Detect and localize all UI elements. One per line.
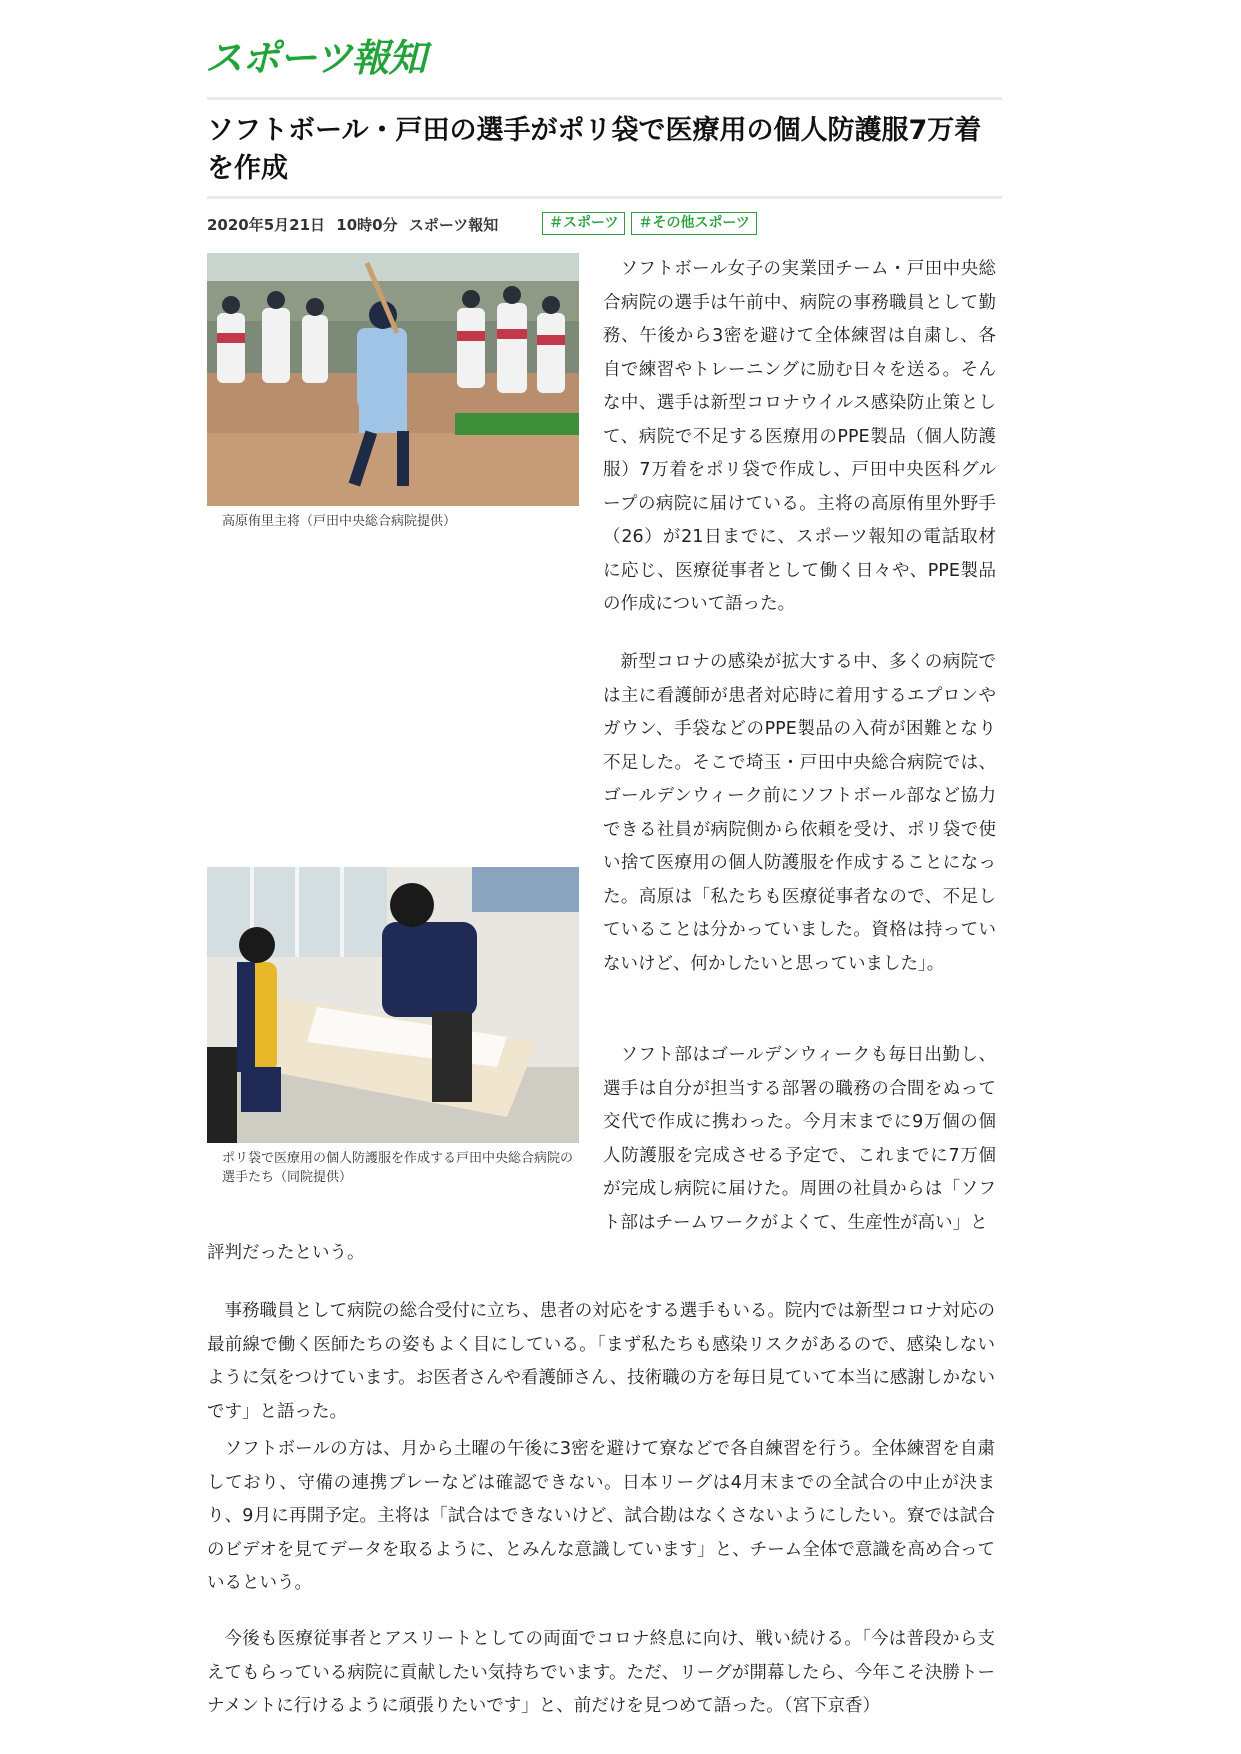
batter-photo xyxy=(207,253,579,506)
paragraph-1: ソフトボール女子の実業団チーム・戸田中央総合病院の選手は午前中、病院の事務職員として勤務、午後から3密を避けて全体練習は自粛し、各自で練習やトレーニングに励む日々を送る。そんな中、選手は新型コロナウイルス感染防止策として、病院で不足する医療用のPPE製品（個人防護服）7万着をポリ袋で作成し、戸田中央医科グループの病院に届けている。主将の高原侑里外野手（26）が21日までに、スポーツ報知の電話取材に応じ、医療従事者として働く日々や、PPE製品の作成について語った。 xyxy=(603,259,996,614)
paragraph-6: 今後も医療従事者とアスリートとしての両面でコロナ終息に向け、戦い続ける。「今は普段から支えてもらっている病院に貢献したい気持ちでいます。ただ、リーグが開幕したら、今年こそ決勝トーナメントに行けるように頑張りたいです」と、前だけを見つめて語った。（宮下京香） xyxy=(207,1629,995,1716)
gown-making-photo xyxy=(207,867,579,1143)
paragraph-5: ソフトボールの方は、月から土曜の午後に3密を避けて寮などで各自練習を行う。全体練習を自粛しており、守備の連携プレーなどは確認できない。日本リーグは4月末までの全試合の中止が決まり、9月に再開予定。主将は「試合はできないけど、試合勘はなくさないようにしたい。寮では試合のビデオを見てデータを取るように、とみんな意識しています」と、チーム全体で意識を高め合っているという。 xyxy=(207,1439,995,1593)
article-meta xyxy=(207,214,504,236)
paragraph-2: 新型コロナの感染が拡大する中、多くの病院では主に看護師が患者対応時に着用するエプロンやガウン、手袋などのPPE製品の入荷が困難となり不足した。そこで埼玉・戸田中央総合病院では、ゴールデンウィーク前にソフトボール部など協力できる社員が病院側から依頼を受け、ポリ袋で使い捨て医療用の個人防護服を作成することになった。高原は「私たちも医療従事者なので、不足していることは分かっていました。資格は持っていないけど、何かしたいと思っていました」。 xyxy=(603,652,996,974)
gown-making-photo-image xyxy=(207,867,579,1143)
site-logo[interactable]: スポーツ報知 xyxy=(205,36,426,80)
tag-sports[interactable]: ＃スポーツ xyxy=(542,212,625,235)
article-time: 10時0分 xyxy=(336,216,398,234)
photo-caption-1: 高原侑里主将（戸田中央総合病院提供） xyxy=(222,514,457,529)
tag-other-sports[interactable]: ＃その他スポーツ xyxy=(631,212,756,235)
paragraph-3-continued: 評判だったという。 xyxy=(207,1243,365,1263)
batter-photo-image xyxy=(207,253,579,506)
photo-caption-2: ポリ袋で医療用の個人防護服を作成する戸田中央総合病院の選手たち（同院提供） xyxy=(222,1151,574,1185)
paragraph-4: 事務職員として病院の総合受付に立ち、患者の対応をする選手もいる。院内では新型コロナ対応の最前線で働く医師たちの姿もよく目にしている。「まず私たちも感染リスクがあるので、感染しないように気をつけています。お医者さんや看護師さん、技術職の方を毎日見ていて本当に感謝しかないです」と語った。 xyxy=(207,1301,995,1422)
article-title: ソフトボール・戸田の選手がポリ袋で医療用の個人防護服7万着を作成 xyxy=(207,115,982,184)
article-date: 2020年5月21日 xyxy=(207,216,326,234)
article-source: スポーツ報知 xyxy=(408,216,499,234)
paragraph-3: ソフト部はゴールデンウィークも毎日出勤し、選手は自分が担当する部署の職務の合間をぬって交代で作成に携わった。今月末までに9万個の個人防護服を完成させる予定で、これまでに7万個が完成し病院に届けた。周囲の社員からは「ソフト部はチームワークがよくて、生産性が高い」と xyxy=(603,1045,996,1233)
title-divider xyxy=(207,196,1002,199)
header-divider xyxy=(207,97,1002,100)
tag-list xyxy=(542,212,757,235)
